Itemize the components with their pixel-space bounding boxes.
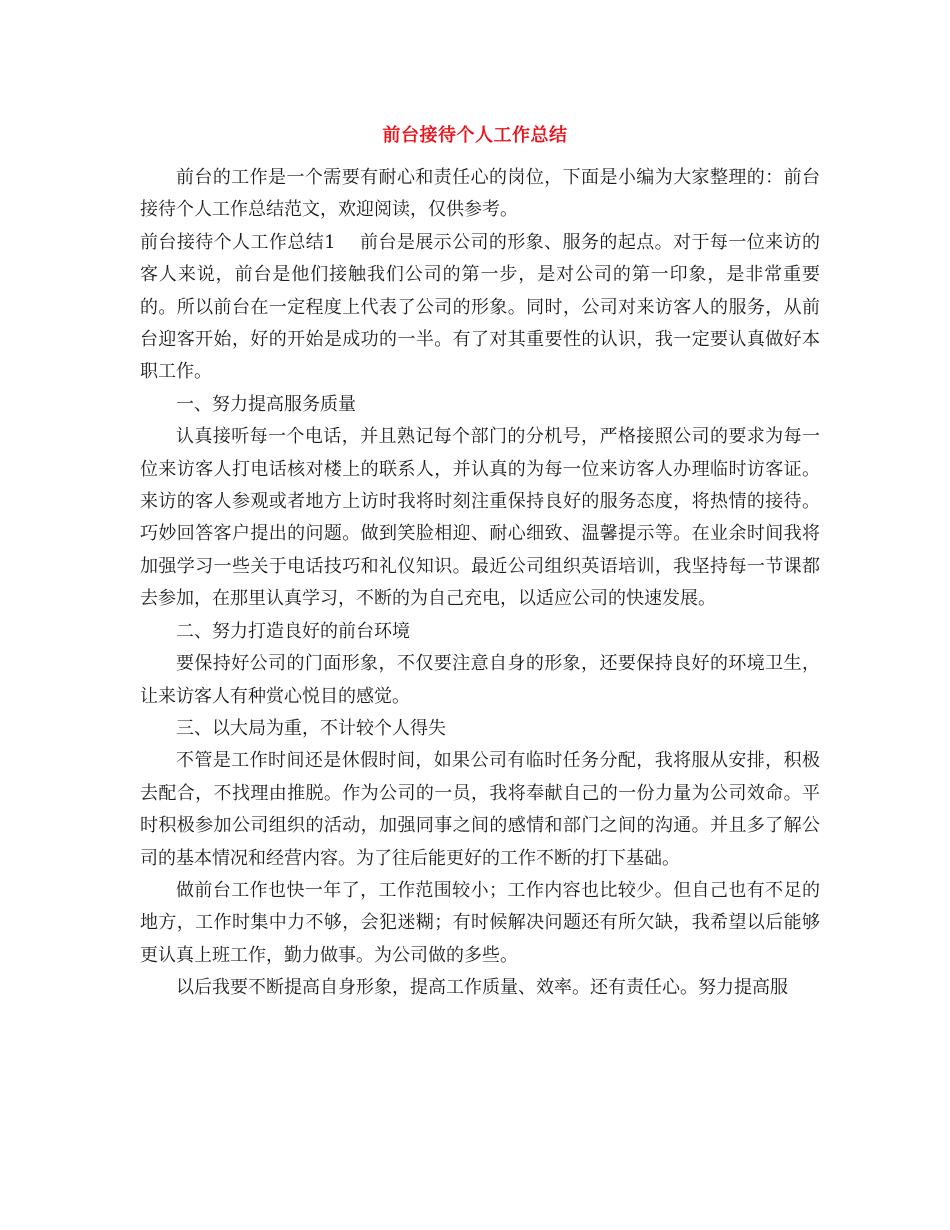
reflection-paragraph: 做前台工作也快一年了，工作范围较小；工作内容也比较少。但自己也有不足的地方，工作时集中力不够，会犯迷糊；有时候解决问题还有所欠缺，我希望以后能够更认真上班工作，勤力做事。为公司做的多些。 xyxy=(140,879,820,966)
document-title: 前台接待个人工作总结 xyxy=(382,125,568,146)
section3-body: 不管是工作时间还是休假时间，如果公司有临时任务分配，我将服从安排，积极去配合，不找理由推脱。作为公司的一员，我将奉献自己的一份力量为公司效命。平时积极参加公司组织的活动，加强同事之间的感情和部门之间的沟通。并且多了解公司的基本情况和经营内容。为了往后能更好的工作不断的打下基础。 xyxy=(140,750,820,869)
future-paragraph: 以后我要不断提高自身形象，提高工作质量、效率。还有责任心。努力提高服 xyxy=(176,977,788,999)
section3-heading: 三、以大局为重，不计较个人得失 xyxy=(176,717,446,739)
section2-heading: 二、努力打造良好的前台环境 xyxy=(176,620,410,642)
article-lead-paragraph xyxy=(140,227,820,389)
section2-body: 要保持好公司的门面形象，不仅要注意自身的形象，还要保持良好的环境卫生，让来访客人有种赏心悦目的感觉。 xyxy=(140,653,820,707)
section1-heading: 一、努力提高服务质量 xyxy=(176,393,356,415)
section1-body: 认真接听每一个电话，并且熟记每个部门的分机号，严格接照公司的要求为每一位来访客人打电话核对楼上的联系人，并认真的为每一位来访客人办理临时访客证。来访的客人参观或者地方上访时我将时刻注重保持良好的服务态度，将热情的接待。巧妙回答客户提出的问题。做到笑脸相迎、耐心细致、温馨提示等。在业余时间我将加强学习一些关于电话技巧和礼仪知识。最近公司组织英语培训，我坚持每一节课都去参加，在那里认真学习，不断的为自己充电，以适应公司的快速发展。 xyxy=(140,426,820,610)
article-lead-text: 前台是展示公司的形象、服务的起点。对于每一位来访的客人来说，前台是他们接触我们公司的第一步，是对公司的第一印象，是非常重要的。所以前台在一定程度上代表了公司的形象。同时，公司对来访客人的服务，从前台迎客开始，好的开始是成功的一半。有了对其重要性的认识，我一定要认真做好本职工作。 xyxy=(140,231,820,383)
intro-paragraph: 前台的工作是一个需要有耐心和责任心的岗位，下面是小编为大家整理的：前台接待个人工作总结范文，欢迎阅读，仅供参考。 xyxy=(140,167,820,221)
document-body xyxy=(140,162,820,1005)
article-label: 前台接待个人工作总结1 xyxy=(140,231,336,253)
